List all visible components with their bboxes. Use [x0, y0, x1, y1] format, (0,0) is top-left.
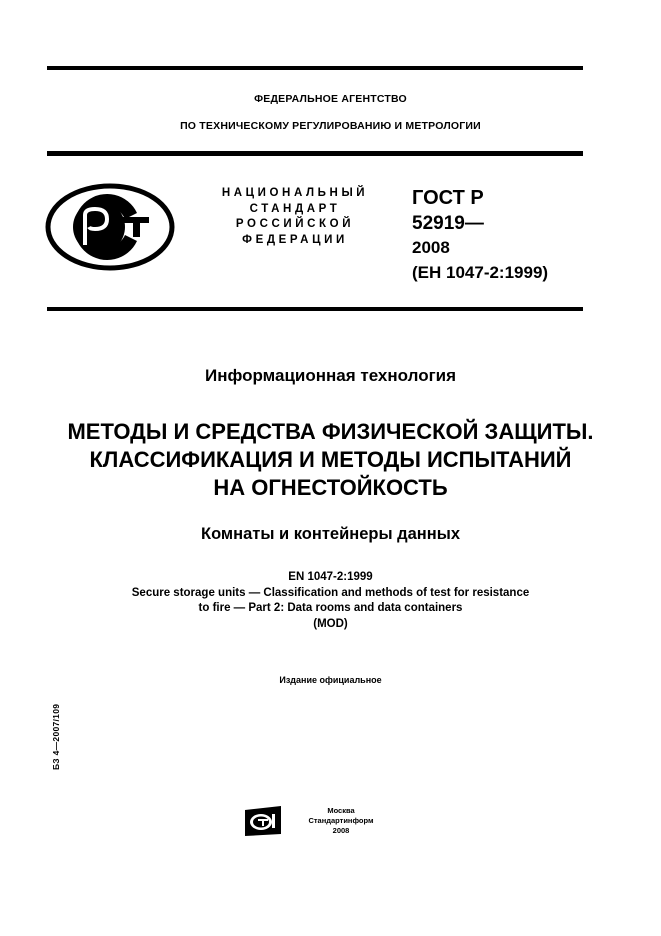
title-line-3: НА ОГНЕСТОЙКОСТЬ [213, 475, 448, 500]
en-title-line-2: to fire — Part 2: Data rooms and data containers [198, 602, 463, 614]
top-rule [47, 66, 583, 70]
header-rule [47, 151, 583, 156]
designation-en-ref: (ЕН 1047-2:1999) [412, 263, 549, 282]
document-title [0, 418, 661, 502]
standard-designation [412, 185, 548, 287]
subject-heading: Информационная технология [204, 366, 457, 385]
rst-logo-icon [45, 183, 175, 271]
en-reference [0, 570, 661, 632]
title-line-1: МЕТОДЫ И СРЕДСТВА ФИЗИЧЕСКОЙ ЗАЩИТЫ. [67, 419, 594, 444]
en-mod-label: (MOD) [313, 617, 348, 630]
publisher-info [296, 806, 386, 836]
designation-number: 52919— [412, 213, 484, 234]
natstd-line-1: НАЦИОНАЛЬНЫЙ [221, 187, 369, 199]
national-standard-label [200, 186, 390, 248]
natstd-line-2: СТАНДАРТ [249, 202, 341, 215]
en-code: EN 1047-2:1999 [288, 571, 373, 583]
designation-line-1: ГОСТ Р [412, 187, 484, 209]
publisher-city: Москва [327, 806, 355, 815]
natstd-line-3: РОССИЙСКОЙ [235, 218, 355, 230]
title-line-2: КЛАССИФИКАЦИЯ И МЕТОДЫ ИСПЫТАНИЙ [89, 447, 572, 472]
publisher-year: 2008 [332, 826, 350, 835]
publisher-name: Стандартинформ [308, 816, 374, 825]
edition-label: Издание официальное [279, 675, 382, 685]
side-note: БЗ 4—2007/109 [51, 703, 61, 770]
agency-line-1: ФЕДЕРАЛЬНОЕ АГЕНТСТВО [254, 93, 407, 105]
designation-year: 2008 [412, 238, 450, 257]
agency-line-2: ПО ТЕХНИЧЕСКОМУ РЕГУЛИРОВАНИЮ И МЕТРОЛОГИИ [180, 120, 481, 132]
standartinform-logo-icon [243, 806, 283, 836]
document-subtitle: Комнаты и контейнеры данных [201, 525, 460, 543]
en-title-line-1: Secure storage units — Classification and methods of test for resistance [131, 586, 530, 599]
natstd-line-4: ФЕДЕРАЦИИ [242, 233, 348, 246]
block-rule [47, 307, 583, 311]
